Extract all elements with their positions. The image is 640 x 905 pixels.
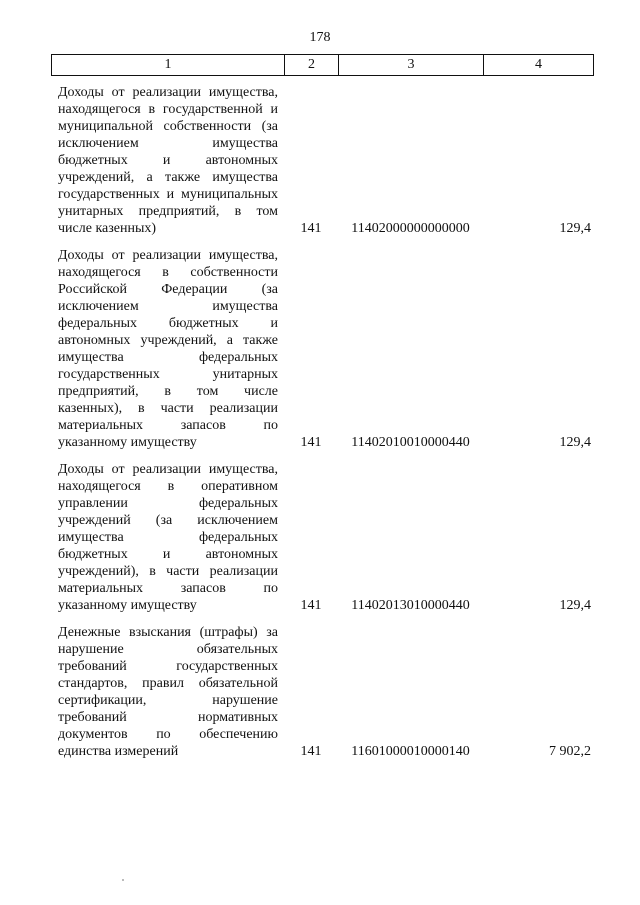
row-description: Доходы от реализации имущества, находящегося в оперативном управлении федеральных учреждений (за исключением имущества федеральных бюджетных и автономных учреждений), в части реализации материальных запасов по указанному имуществу xyxy=(58,462,278,613)
table-row xyxy=(51,247,593,461)
column-header-1: 1 xyxy=(52,55,285,76)
row-admin-code: 141 xyxy=(300,221,322,236)
row-budget-classification-code: 11402013010000440 xyxy=(351,598,470,613)
row-amount: 129,4 xyxy=(559,598,591,613)
row-amount: 7 902,2 xyxy=(549,744,591,759)
column-header-3: 3 xyxy=(339,55,484,76)
table-row xyxy=(51,624,593,770)
table-row xyxy=(51,461,593,624)
row-description: Доходы от реализации имущества, находящегося в государственной и муниципальной собственности (за исключением имущества бюджетных и автономных учреждений, а также имущества государственных и муниципальных унитарных предприятий, в том числе казенных) xyxy=(58,85,278,236)
column-header-2: 2 xyxy=(285,55,339,76)
row-budget-classification-code: 11402010010000440 xyxy=(351,435,470,450)
scan-speck xyxy=(122,879,124,881)
row-budget-classification-code: 11601000010000140 xyxy=(351,744,470,759)
row-description: Доходы от реализации имущества, находящегося в собственности Российской Федерации (за исключением имущества федеральных бюджетных и автономных учреждений, а также имущества федеральных государственных унитарных предприятий, в том числе казенных), в части реализации материальных запасов по указанному имуществу xyxy=(58,248,278,450)
row-admin-code: 141 xyxy=(300,598,322,613)
row-amount: 129,4 xyxy=(559,221,591,236)
column-header-row xyxy=(52,55,594,76)
column-header-table xyxy=(51,54,594,76)
row-budget-classification-code: 11402000000000000 xyxy=(351,221,470,236)
row-admin-code: 141 xyxy=(300,435,322,450)
row-description: Денежные взыскания (штрафы) за нарушение обязательных требований государственных стандартов, правил обязательной сертификации, нарушение требований нормативных документов по обеспечению единства измерений xyxy=(58,625,278,759)
column-header-4: 4 xyxy=(484,55,594,76)
row-amount: 129,4 xyxy=(559,435,591,450)
row-admin-code: 141 xyxy=(300,744,322,759)
table-row xyxy=(51,84,593,247)
page-number: 178 xyxy=(309,30,331,45)
revenue-table xyxy=(51,84,593,770)
